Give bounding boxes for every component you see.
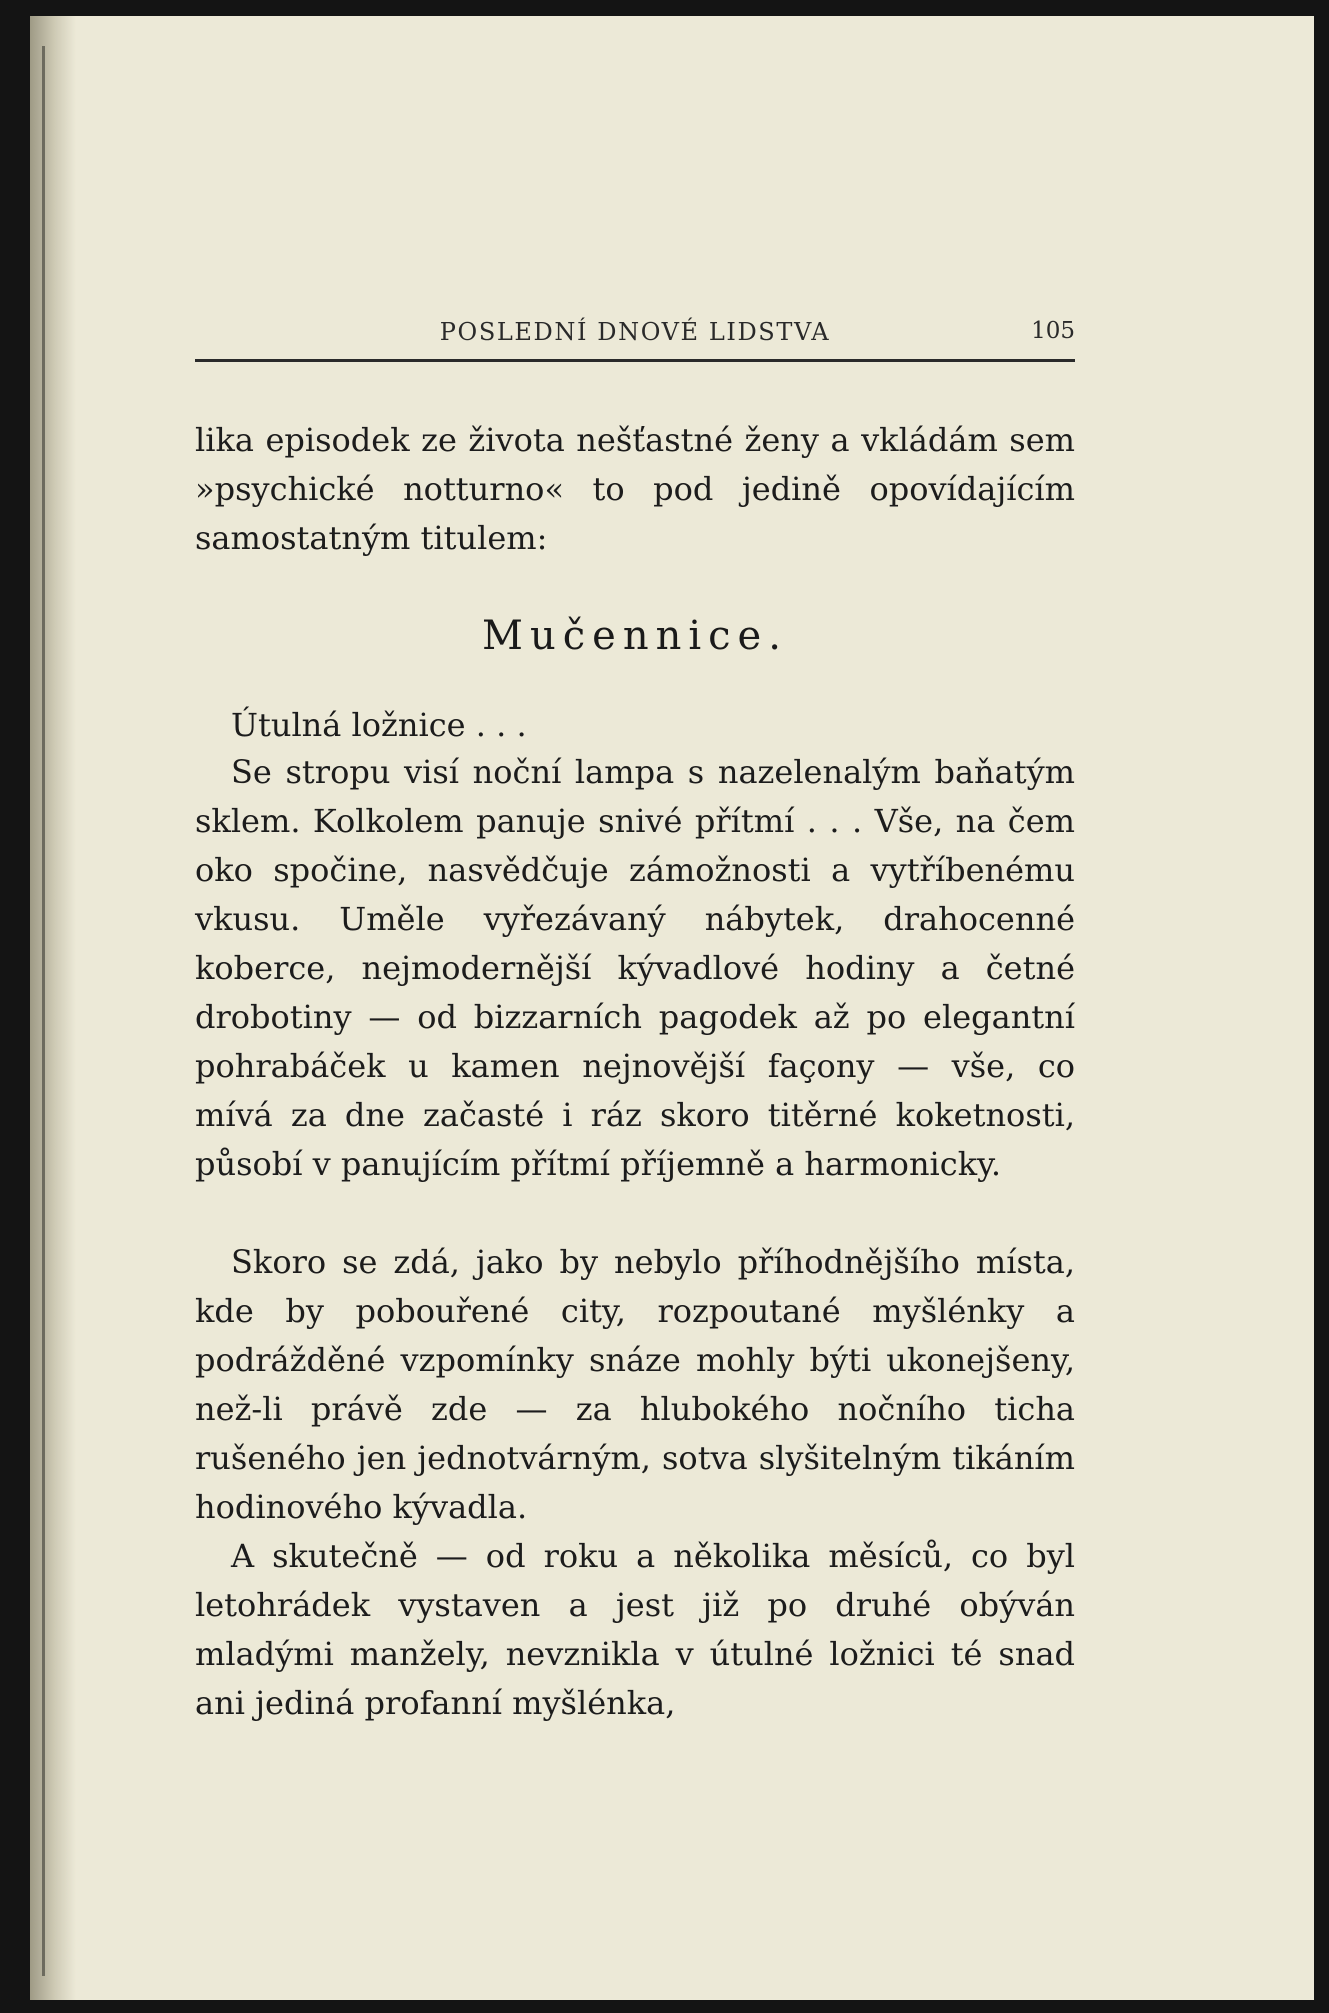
running-head — [195, 318, 1075, 358]
paragraph-2: Se stropu visí noční lampa s nazelenalým baňatým sklem. Kolkolem panuje snivé přítmí . . . Vše, na čem oko spočine, nasvědčuje zámožnosti a vytříbenému vkusu. Uměle vyřezávaný nábytek, drahocenné koberce, nejmodernější kývadlové hodiny a četné drobotiny — od bizzarních pagodek až po elegantní pohrabáček u kamen nejnovější façony — vše, co mívá za dne začasté i ráz skoro titěrné koketnosti, působí v panujícím přítmí příjemně a harmonicky. — [195, 753, 1075, 1183]
paragraph-4: A skutečně — od roku a několika měsíců, co byl letohrádek vystaven a jest již po druhé obýván mladými manžely, nevznikla v útulné ložnici té snad ani jediná profanní myšlénka, — [195, 1537, 1075, 1722]
paragraph-1: Útulná ložnice . . . — [231, 706, 527, 744]
paragraph-3: Skoro se zdá, jako by nebylo příhodnějšího místa, kde by pobouřené city, rozpoutané myšlénky a podrážděné vzpomínky snáze mohly býti ukonejšeny, než-li právě zde — za hlubokého nočního ticha rušeného jen jednotvárným, sotva slyšitelným tikáním hodinového kývadla. — [195, 1243, 1075, 1526]
gutter-shadow — [30, 16, 76, 2000]
gutter-edge — [42, 46, 45, 1976]
page-number: 105 — [1031, 318, 1075, 344]
intro-paragraph: lika episodek ze života nešťastné ženy a vkládám sem »psychické notturno« to pod jedině opovídajícím samostatným titulem: — [195, 421, 1075, 557]
section-title: Mučennice. — [482, 613, 788, 659]
book-page — [30, 16, 1314, 2000]
header-rule — [195, 359, 1075, 362]
running-title: POSLEDNÍ DNOVÉ LIDSTVA — [439, 318, 831, 346]
